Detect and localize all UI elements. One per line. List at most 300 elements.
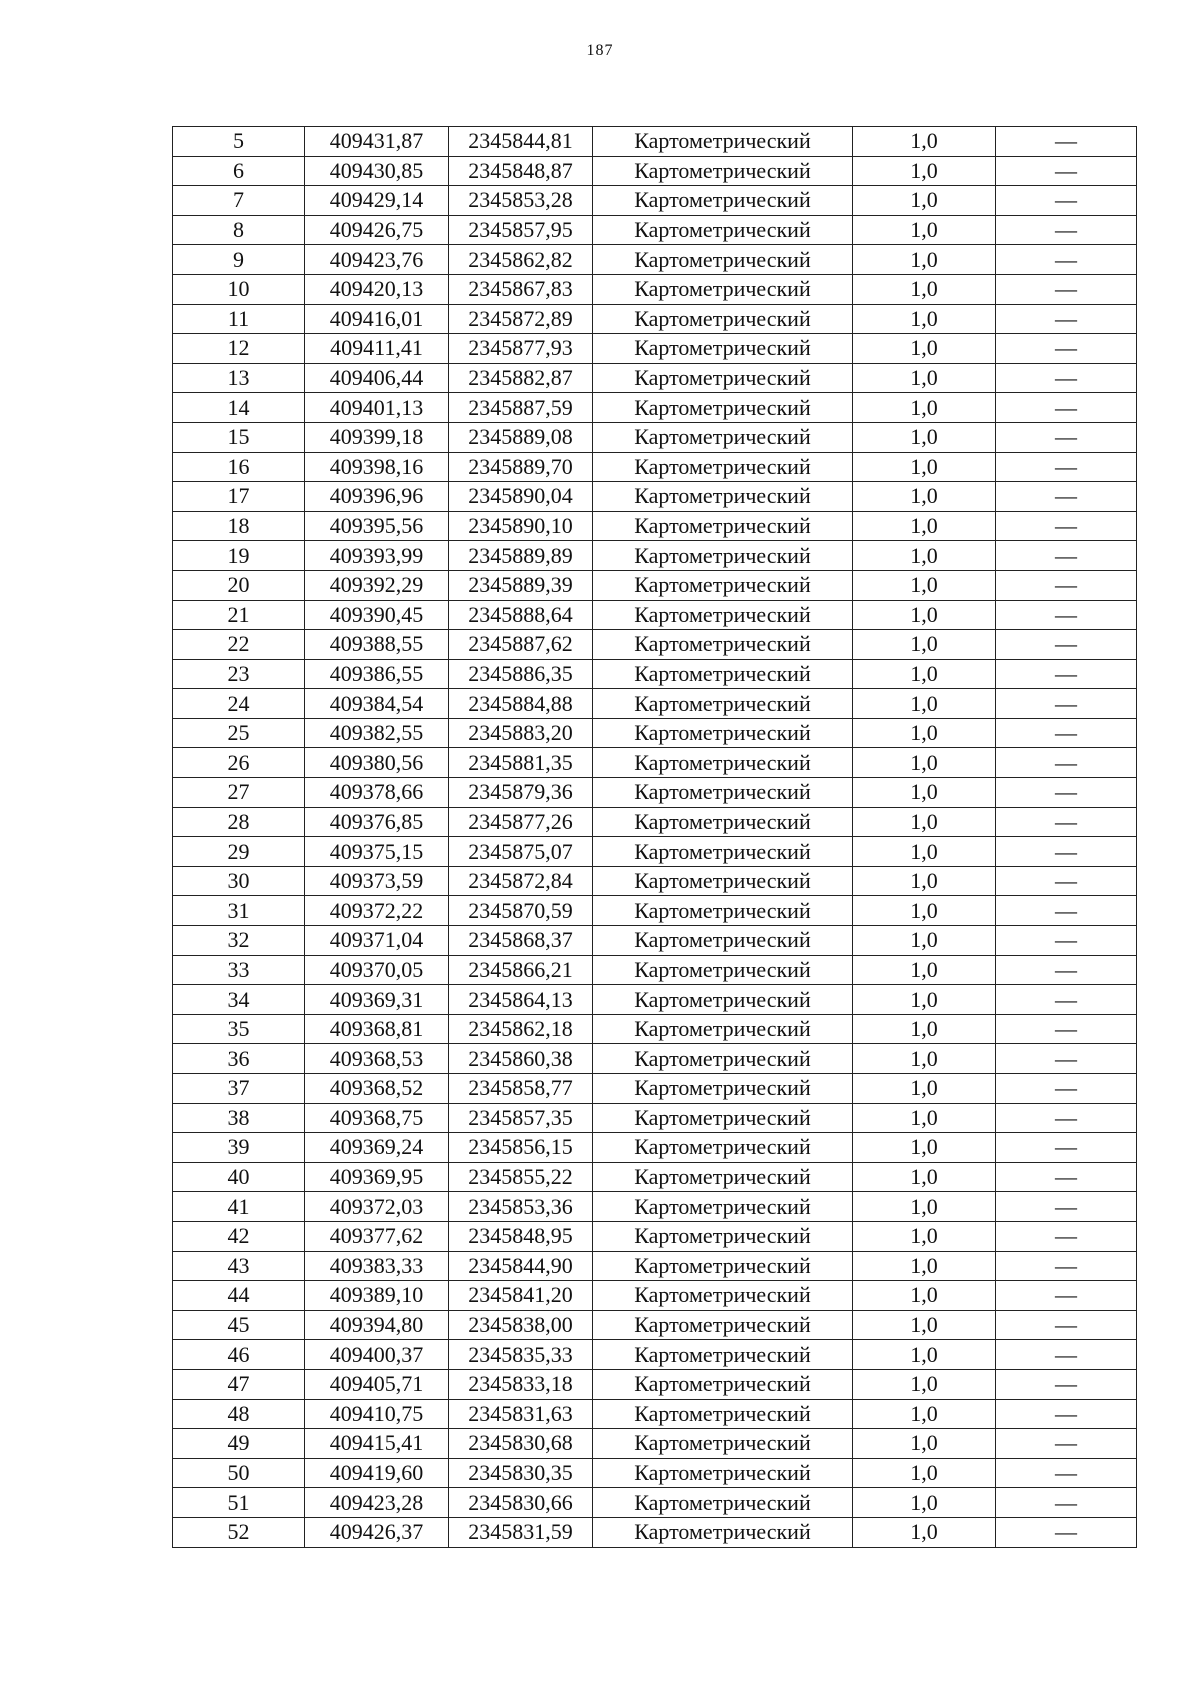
note-cell: — — [996, 1044, 1137, 1074]
table-row — [173, 600, 1137, 630]
note-cell: — — [996, 1458, 1137, 1488]
point-number-cell: 37 — [173, 1074, 305, 1104]
coordinates-table — [172, 126, 1137, 1548]
note-cell: — — [996, 1517, 1137, 1547]
point-number-cell: 14 — [173, 393, 305, 423]
x-coordinate-cell: 409401,13 — [305, 393, 449, 423]
y-coordinate-cell: 2345841,20 — [449, 1281, 593, 1311]
table-row — [173, 570, 1137, 600]
table-row — [173, 985, 1137, 1015]
note-cell: — — [996, 1133, 1137, 1163]
x-coordinate-cell: 409372,03 — [305, 1192, 449, 1222]
point-number-cell: 5 — [173, 127, 305, 157]
note-cell: — — [996, 422, 1137, 452]
accuracy-cell: 1,0 — [853, 837, 996, 867]
table-row — [173, 1103, 1137, 1133]
x-coordinate-cell: 409392,29 — [305, 570, 449, 600]
x-coordinate-cell: 409416,01 — [305, 304, 449, 334]
note-cell: — — [996, 541, 1137, 571]
note-cell: — — [996, 955, 1137, 985]
y-coordinate-cell: 2345883,20 — [449, 718, 593, 748]
y-coordinate-cell: 2345838,00 — [449, 1310, 593, 1340]
y-coordinate-cell: 2345830,68 — [449, 1429, 593, 1459]
method-cell: Картометрический — [593, 363, 853, 393]
accuracy-cell: 1,0 — [853, 630, 996, 660]
table-row — [173, 1399, 1137, 1429]
accuracy-cell: 1,0 — [853, 304, 996, 334]
y-coordinate-cell: 2345857,35 — [449, 1103, 593, 1133]
point-number-cell: 28 — [173, 807, 305, 837]
y-coordinate-cell: 2345872,84 — [449, 866, 593, 896]
note-cell: — — [996, 1014, 1137, 1044]
table-row — [173, 1310, 1137, 1340]
x-coordinate-cell: 409368,81 — [305, 1014, 449, 1044]
point-number-cell: 39 — [173, 1133, 305, 1163]
accuracy-cell: 1,0 — [853, 1488, 996, 1518]
coordinates-table-body — [173, 127, 1137, 1548]
note-cell: — — [996, 985, 1137, 1015]
accuracy-cell: 1,0 — [853, 482, 996, 512]
method-cell: Картометрический — [593, 807, 853, 837]
x-coordinate-cell: 409369,31 — [305, 985, 449, 1015]
x-coordinate-cell: 409396,96 — [305, 482, 449, 512]
y-coordinate-cell: 2345857,95 — [449, 215, 593, 245]
x-coordinate-cell: 409373,59 — [305, 866, 449, 896]
note-cell: — — [996, 748, 1137, 778]
accuracy-cell: 1,0 — [853, 659, 996, 689]
table-row — [173, 689, 1137, 719]
note-cell: — — [996, 778, 1137, 808]
table-row — [173, 896, 1137, 926]
method-cell: Картометрический — [593, 630, 853, 660]
method-cell: Картометрический — [593, 837, 853, 867]
point-number-cell: 45 — [173, 1310, 305, 1340]
y-coordinate-cell: 2345889,39 — [449, 570, 593, 600]
y-coordinate-cell: 2345831,63 — [449, 1399, 593, 1429]
x-coordinate-cell: 409400,37 — [305, 1340, 449, 1370]
x-coordinate-cell: 409415,41 — [305, 1429, 449, 1459]
y-coordinate-cell: 2345884,88 — [449, 689, 593, 719]
method-cell: Картометрический — [593, 955, 853, 985]
table-row — [173, 926, 1137, 956]
accuracy-cell: 1,0 — [853, 896, 996, 926]
accuracy-cell: 1,0 — [853, 186, 996, 216]
accuracy-cell: 1,0 — [853, 1281, 996, 1311]
accuracy-cell: 1,0 — [853, 1369, 996, 1399]
note-cell: — — [996, 659, 1137, 689]
accuracy-cell: 1,0 — [853, 452, 996, 482]
method-cell: Картометрический — [593, 1133, 853, 1163]
accuracy-cell: 1,0 — [853, 1458, 996, 1488]
accuracy-cell: 1,0 — [853, 1192, 996, 1222]
table-row — [173, 778, 1137, 808]
point-number-cell: 31 — [173, 896, 305, 926]
method-cell: Картометрический — [593, 718, 853, 748]
method-cell: Картометрический — [593, 600, 853, 630]
method-cell: Картометрический — [593, 985, 853, 1015]
accuracy-cell: 1,0 — [853, 334, 996, 364]
method-cell: Картометрический — [593, 1399, 853, 1429]
y-coordinate-cell: 2345889,70 — [449, 452, 593, 482]
method-cell: Картометрический — [593, 1517, 853, 1547]
note-cell: — — [996, 570, 1137, 600]
table-row — [173, 1517, 1137, 1547]
x-coordinate-cell: 409376,85 — [305, 807, 449, 837]
note-cell: — — [996, 156, 1137, 186]
accuracy-cell: 1,0 — [853, 955, 996, 985]
method-cell: Картометрический — [593, 422, 853, 452]
accuracy-cell: 1,0 — [853, 511, 996, 541]
point-number-cell: 25 — [173, 718, 305, 748]
y-coordinate-cell: 2345833,18 — [449, 1369, 593, 1399]
accuracy-cell: 1,0 — [853, 127, 996, 157]
table-row — [173, 422, 1137, 452]
table-row — [173, 630, 1137, 660]
x-coordinate-cell: 409394,80 — [305, 1310, 449, 1340]
note-cell: — — [996, 363, 1137, 393]
note-cell: — — [996, 304, 1137, 334]
method-cell: Картометрический — [593, 748, 853, 778]
x-coordinate-cell: 409406,44 — [305, 363, 449, 393]
x-coordinate-cell: 409423,76 — [305, 245, 449, 275]
accuracy-cell: 1,0 — [853, 1399, 996, 1429]
x-coordinate-cell: 409378,66 — [305, 778, 449, 808]
y-coordinate-cell: 2345881,35 — [449, 748, 593, 778]
method-cell: Картометрический — [593, 1221, 853, 1251]
note-cell: — — [996, 511, 1137, 541]
point-number-cell: 12 — [173, 334, 305, 364]
note-cell: — — [996, 186, 1137, 216]
method-cell: Картометрический — [593, 1369, 853, 1399]
point-number-cell: 23 — [173, 659, 305, 689]
table-row — [173, 274, 1137, 304]
x-coordinate-cell: 409398,16 — [305, 452, 449, 482]
point-number-cell: 51 — [173, 1488, 305, 1518]
x-coordinate-cell: 409426,37 — [305, 1517, 449, 1547]
x-coordinate-cell: 409384,54 — [305, 689, 449, 719]
point-number-cell: 6 — [173, 156, 305, 186]
accuracy-cell: 1,0 — [853, 1251, 996, 1281]
note-cell: — — [996, 274, 1137, 304]
accuracy-cell: 1,0 — [853, 1133, 996, 1163]
point-number-cell: 44 — [173, 1281, 305, 1311]
note-cell: — — [996, 1221, 1137, 1251]
x-coordinate-cell: 409371,04 — [305, 926, 449, 956]
y-coordinate-cell: 2345858,77 — [449, 1074, 593, 1104]
note-cell: — — [996, 1429, 1137, 1459]
x-coordinate-cell: 409369,95 — [305, 1162, 449, 1192]
accuracy-cell: 1,0 — [853, 1221, 996, 1251]
method-cell: Картометрический — [593, 1429, 853, 1459]
method-cell: Картометрический — [593, 1488, 853, 1518]
method-cell: Картометрический — [593, 1103, 853, 1133]
accuracy-cell: 1,0 — [853, 245, 996, 275]
point-number-cell: 9 — [173, 245, 305, 275]
point-number-cell: 15 — [173, 422, 305, 452]
y-coordinate-cell: 2345890,10 — [449, 511, 593, 541]
accuracy-cell: 1,0 — [853, 1310, 996, 1340]
accuracy-cell: 1,0 — [853, 689, 996, 719]
point-number-cell: 26 — [173, 748, 305, 778]
y-coordinate-cell: 2345848,87 — [449, 156, 593, 186]
point-number-cell: 41 — [173, 1192, 305, 1222]
x-coordinate-cell: 409383,33 — [305, 1251, 449, 1281]
page-number: 187 — [586, 42, 614, 59]
accuracy-cell: 1,0 — [853, 422, 996, 452]
method-cell: Картометрический — [593, 896, 853, 926]
point-number-cell: 36 — [173, 1044, 305, 1074]
x-coordinate-cell: 409368,75 — [305, 1103, 449, 1133]
point-number-cell: 43 — [173, 1251, 305, 1281]
y-coordinate-cell: 2345872,89 — [449, 304, 593, 334]
table-row — [173, 955, 1137, 985]
point-number-cell: 46 — [173, 1340, 305, 1370]
accuracy-cell: 1,0 — [853, 215, 996, 245]
y-coordinate-cell: 2345862,82 — [449, 245, 593, 275]
table-row — [173, 866, 1137, 896]
note-cell: — — [996, 1340, 1137, 1370]
x-coordinate-cell: 409420,13 — [305, 274, 449, 304]
accuracy-cell: 1,0 — [853, 1074, 996, 1104]
y-coordinate-cell: 2345877,26 — [449, 807, 593, 837]
accuracy-cell: 1,0 — [853, 1162, 996, 1192]
accuracy-cell: 1,0 — [853, 156, 996, 186]
y-coordinate-cell: 2345886,35 — [449, 659, 593, 689]
y-coordinate-cell: 2345868,37 — [449, 926, 593, 956]
table-row — [173, 718, 1137, 748]
accuracy-cell: 1,0 — [853, 807, 996, 837]
table-row — [173, 156, 1137, 186]
method-cell: Картометрический — [593, 334, 853, 364]
x-coordinate-cell: 409405,71 — [305, 1369, 449, 1399]
table-row — [173, 245, 1137, 275]
x-coordinate-cell: 409375,15 — [305, 837, 449, 867]
note-cell: — — [996, 1369, 1137, 1399]
accuracy-cell: 1,0 — [853, 1517, 996, 1547]
method-cell: Картометрический — [593, 1458, 853, 1488]
x-coordinate-cell: 409386,55 — [305, 659, 449, 689]
accuracy-cell: 1,0 — [853, 1044, 996, 1074]
accuracy-cell: 1,0 — [853, 778, 996, 808]
point-number-cell: 8 — [173, 215, 305, 245]
y-coordinate-cell: 2345860,38 — [449, 1044, 593, 1074]
x-coordinate-cell: 409368,52 — [305, 1074, 449, 1104]
table-row — [173, 1251, 1137, 1281]
note-cell: — — [996, 482, 1137, 512]
y-coordinate-cell: 2345890,04 — [449, 482, 593, 512]
method-cell: Картометрический — [593, 274, 853, 304]
x-coordinate-cell: 409393,99 — [305, 541, 449, 571]
note-cell: — — [996, 1162, 1137, 1192]
accuracy-cell: 1,0 — [853, 1014, 996, 1044]
table-row — [173, 511, 1137, 541]
note-cell: — — [996, 334, 1137, 364]
point-number-cell: 40 — [173, 1162, 305, 1192]
point-number-cell: 47 — [173, 1369, 305, 1399]
table-row — [173, 748, 1137, 778]
point-number-cell: 18 — [173, 511, 305, 541]
accuracy-cell: 1,0 — [853, 600, 996, 630]
point-number-cell: 38 — [173, 1103, 305, 1133]
y-coordinate-cell: 2345867,83 — [449, 274, 593, 304]
x-coordinate-cell: 409380,56 — [305, 748, 449, 778]
method-cell: Картометрический — [593, 1044, 853, 1074]
y-coordinate-cell: 2345864,13 — [449, 985, 593, 1015]
method-cell: Картометрический — [593, 482, 853, 512]
point-number-cell: 35 — [173, 1014, 305, 1044]
x-coordinate-cell: 409388,55 — [305, 630, 449, 660]
table-row — [173, 1074, 1137, 1104]
method-cell: Картометрический — [593, 570, 853, 600]
note-cell: — — [996, 127, 1137, 157]
method-cell: Картометрический — [593, 1074, 853, 1104]
point-number-cell: 21 — [173, 600, 305, 630]
accuracy-cell: 1,0 — [853, 1429, 996, 1459]
x-coordinate-cell: 409399,18 — [305, 422, 449, 452]
point-number-cell: 13 — [173, 363, 305, 393]
point-number-cell: 16 — [173, 452, 305, 482]
table-row — [173, 1192, 1137, 1222]
x-coordinate-cell: 409370,05 — [305, 955, 449, 985]
note-cell: — — [996, 896, 1137, 926]
accuracy-cell: 1,0 — [853, 393, 996, 423]
method-cell: Картометрический — [593, 511, 853, 541]
y-coordinate-cell: 2345856,15 — [449, 1133, 593, 1163]
table-row — [173, 1340, 1137, 1370]
note-cell: — — [996, 1399, 1137, 1429]
x-coordinate-cell: 409390,45 — [305, 600, 449, 630]
method-cell: Картометрический — [593, 866, 853, 896]
method-cell: Картометрический — [593, 452, 853, 482]
y-coordinate-cell: 2345848,95 — [449, 1221, 593, 1251]
y-coordinate-cell: 2345879,36 — [449, 778, 593, 808]
point-number-cell: 11 — [173, 304, 305, 334]
method-cell: Картометрический — [593, 1340, 853, 1370]
note-cell: — — [996, 689, 1137, 719]
table-row — [173, 1281, 1137, 1311]
note-cell: — — [996, 1074, 1137, 1104]
table-row — [173, 393, 1137, 423]
method-cell: Картометрический — [593, 215, 853, 245]
note-cell: — — [996, 452, 1137, 482]
accuracy-cell: 1,0 — [853, 718, 996, 748]
accuracy-cell: 1,0 — [853, 748, 996, 778]
point-number-cell: 7 — [173, 186, 305, 216]
method-cell: Картометрический — [593, 926, 853, 956]
y-coordinate-cell: 2345887,62 — [449, 630, 593, 660]
point-number-cell: 34 — [173, 985, 305, 1015]
point-number-cell: 33 — [173, 955, 305, 985]
y-coordinate-cell: 2345853,28 — [449, 186, 593, 216]
method-cell: Картометрический — [593, 127, 853, 157]
note-cell: — — [996, 1103, 1137, 1133]
y-coordinate-cell: 2345888,64 — [449, 600, 593, 630]
method-cell: Картометрический — [593, 1162, 853, 1192]
method-cell: Картометрический — [593, 156, 853, 186]
note-cell: — — [996, 215, 1137, 245]
point-number-cell: 19 — [173, 541, 305, 571]
table-row — [173, 452, 1137, 482]
x-coordinate-cell: 409369,24 — [305, 1133, 449, 1163]
x-coordinate-cell: 409372,22 — [305, 896, 449, 926]
x-coordinate-cell: 409429,14 — [305, 186, 449, 216]
note-cell: — — [996, 866, 1137, 896]
method-cell: Картометрический — [593, 1310, 853, 1340]
table-row — [173, 837, 1137, 867]
x-coordinate-cell: 409382,55 — [305, 718, 449, 748]
method-cell: Картометрический — [593, 541, 853, 571]
x-coordinate-cell: 409419,60 — [305, 1458, 449, 1488]
y-coordinate-cell: 2345889,89 — [449, 541, 593, 571]
table-row — [173, 304, 1137, 334]
y-coordinate-cell: 2345844,81 — [449, 127, 593, 157]
table-row — [173, 1369, 1137, 1399]
table-row — [173, 659, 1137, 689]
note-cell: — — [996, 1488, 1137, 1518]
accuracy-cell: 1,0 — [853, 274, 996, 304]
method-cell: Картометрический — [593, 186, 853, 216]
point-number-cell: 20 — [173, 570, 305, 600]
accuracy-cell: 1,0 — [853, 1340, 996, 1370]
y-coordinate-cell: 2345853,36 — [449, 1192, 593, 1222]
note-cell: — — [996, 718, 1137, 748]
method-cell: Картометрический — [593, 393, 853, 423]
y-coordinate-cell: 2345830,35 — [449, 1458, 593, 1488]
y-coordinate-cell: 2345831,59 — [449, 1517, 593, 1547]
table-row — [173, 1162, 1137, 1192]
table-row — [173, 363, 1137, 393]
y-coordinate-cell: 2345855,22 — [449, 1162, 593, 1192]
point-number-cell: 32 — [173, 926, 305, 956]
table-row — [173, 215, 1137, 245]
method-cell: Картометрический — [593, 245, 853, 275]
point-number-cell: 48 — [173, 1399, 305, 1429]
accuracy-cell: 1,0 — [853, 570, 996, 600]
point-number-cell: 10 — [173, 274, 305, 304]
x-coordinate-cell: 409410,75 — [305, 1399, 449, 1429]
note-cell: — — [996, 245, 1137, 275]
method-cell: Картометрический — [593, 689, 853, 719]
table-row — [173, 127, 1137, 157]
method-cell: Картометрический — [593, 778, 853, 808]
note-cell: — — [996, 1192, 1137, 1222]
table-row — [173, 807, 1137, 837]
point-number-cell: 27 — [173, 778, 305, 808]
y-coordinate-cell: 2345844,90 — [449, 1251, 593, 1281]
accuracy-cell: 1,0 — [853, 985, 996, 1015]
point-number-cell: 50 — [173, 1458, 305, 1488]
table-row — [173, 334, 1137, 364]
note-cell: — — [996, 600, 1137, 630]
method-cell: Картометрический — [593, 1192, 853, 1222]
table-row — [173, 186, 1137, 216]
point-number-cell: 22 — [173, 630, 305, 660]
point-number-cell: 30 — [173, 866, 305, 896]
accuracy-cell: 1,0 — [853, 541, 996, 571]
y-coordinate-cell: 2345882,87 — [449, 363, 593, 393]
y-coordinate-cell: 2345887,59 — [449, 393, 593, 423]
accuracy-cell: 1,0 — [853, 1103, 996, 1133]
point-number-cell: 24 — [173, 689, 305, 719]
note-cell: — — [996, 1251, 1137, 1281]
y-coordinate-cell: 2345877,93 — [449, 334, 593, 364]
point-number-cell: 49 — [173, 1429, 305, 1459]
y-coordinate-cell: 2345870,59 — [449, 896, 593, 926]
method-cell: Картометрический — [593, 304, 853, 334]
note-cell: — — [996, 807, 1137, 837]
x-coordinate-cell: 409431,87 — [305, 127, 449, 157]
table-row — [173, 482, 1137, 512]
